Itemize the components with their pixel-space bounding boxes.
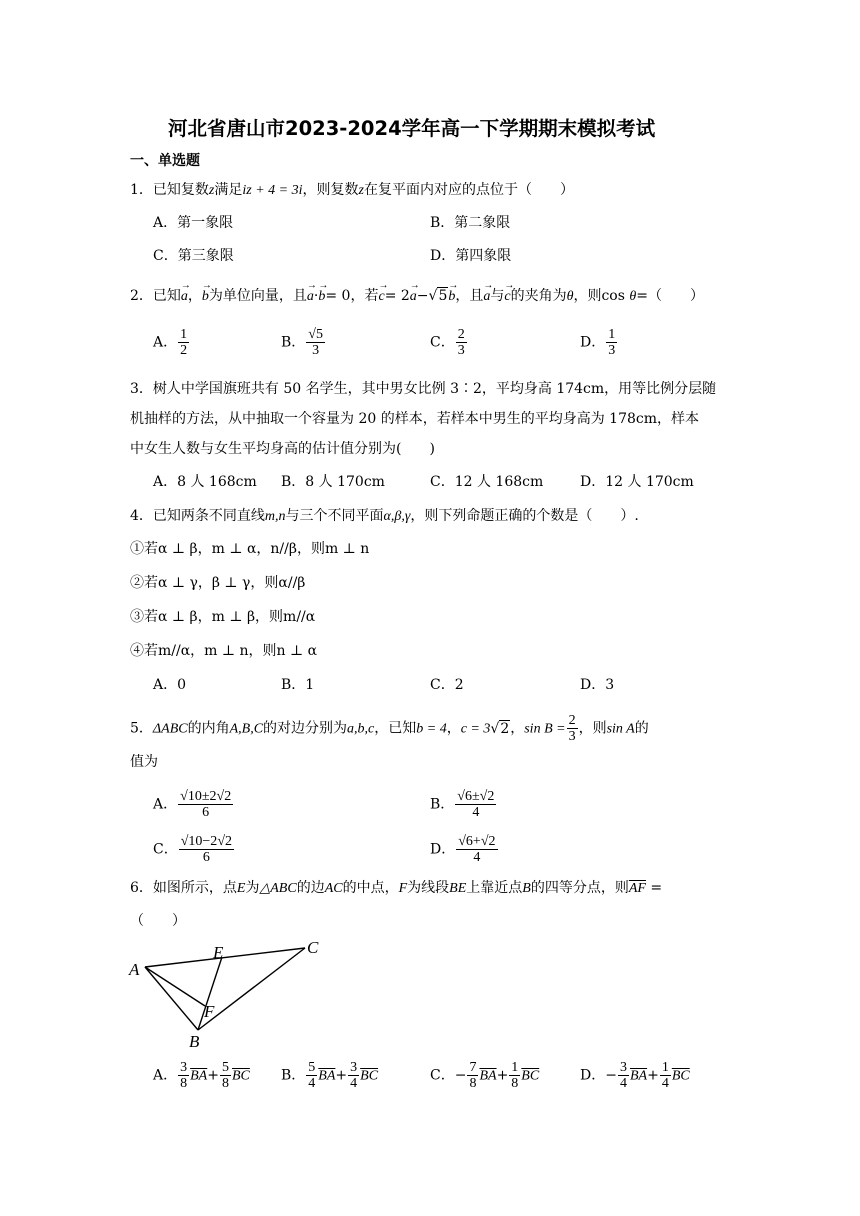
q4-statement-3: ③若α ⊥ β，m ⊥ β，则m//α [130,609,316,625]
q5-option-d[interactable]: D． $\frac{√6+√2}{4}$ [430,834,496,865]
q4-statement-2: ②若α ⊥ γ，β ⊥ γ，则α//β [130,575,306,591]
question-1-stem: 1．已知复数z满足iz + 4 = 3i，则复数z在复平面内对应的点位于（ ） [130,182,574,198]
page-title: 河北省唐山市2023-2024学年高一下学期期末模拟考试 [168,117,656,140]
section-heading: 一、单选题 [130,153,200,169]
q6-option-c[interactable]: C．− $\frac{7}{8}$ $\overline{BA}+$ $\frac{1}{8}$ $\overline{BC}$ [430,1060,540,1091]
question-2-stem: 2．已知→ a，→ b为单位向量，且→ a·→ b= 0，若→ c= 2→ a−√5→ b，且→ a与→ c的夹角为θ，则cos θ=（ ） [130,286,704,307]
q2-option-d[interactable]: D． $\frac{1}{3}$ [580,327,616,358]
segment-af [145,967,205,1006]
q4-option-b[interactable]: B．1 [281,677,315,693]
q3-option-d[interactable]: D．12 人 170cm [580,474,694,490]
q6-option-d[interactable]: D．− $\frac{3}{4}$ $\overline{BA}+$ $\frac{1}{4}$ $\overline{BC}$ [580,1060,690,1091]
triangle-figure [125,935,335,1050]
label-a: A [129,960,140,979]
q4-option-a[interactable]: A．0 [153,677,187,693]
question-4-stem: 4．已知两条不同直线m,n与三个不同平面α,β,γ，则下列命题正确的个数是（ ）. [130,508,639,524]
q1-option-a[interactable]: A．第一象限 [153,215,234,231]
segment-ab [145,967,198,1030]
q5-option-a[interactable]: A． $\frac{√10\pm 2√2}{6}$ [153,789,232,820]
label-b: B [189,1032,200,1050]
question-5-stem: 5．ΔABC的内角A,B,C的对边分别为a,b,c，已知b = 4，c = 3√2，sin B = $\frac{2}{3}$ ，则sin A的 [130,713,649,744]
q3-option-a[interactable]: A．8 人 168cm [153,474,257,490]
q6-option-a[interactable]: A． $\frac{3}{8}$ $\overline{BA}+$ $\frac{5}{8}$ $\overline{BC}$ [153,1060,250,1091]
q4-option-c[interactable]: C．2 [430,677,464,693]
q4-option-d[interactable]: D．3 [580,677,615,693]
q1-option-b[interactable]: B．第二象限 [430,215,511,231]
q2-option-a[interactable]: A． $\frac{1}{2}$ [153,327,188,358]
question-3-line-3: 中女生人数与女生平均身高的估计值分别为( ) [130,441,435,457]
label-f: F [204,1002,215,1021]
question-3-line-1: 3．树人中学国旗班共有 50 名学生，其中男女比例 3∶2，平均身高 174cm，用等比例分层随 [130,381,717,397]
q4-statement-4: ④若m//α，m ⊥ n，则n ⊥ α [130,643,318,659]
label-c: C [307,938,319,957]
q3-option-b[interactable]: B．8 人 170cm [281,474,385,490]
q5-option-b[interactable]: B． $\frac{√6\pm√2}{4}$ [430,789,495,820]
q3-option-c[interactable]: C．12 人 168cm [430,474,544,490]
q2-option-b[interactable]: B． $\frac{√5}{3}$ [281,327,323,358]
q4-statement-1: ①若α ⊥ β，m ⊥ α，n//β，则m ⊥ n [130,541,370,557]
label-e: E [213,943,224,962]
question-5-line-2: 值为 [130,754,158,770]
question-6-stem: 6．如图所示，点E为△ABC的边AC的中点，F为线段BE上靠近点B的四等分点，则$\overline{AF}$ = [130,880,663,896]
question-6-line-2: （ ） [130,913,186,929]
q5-option-c[interactable]: C． $\frac{√10-2√2}{6}$ [153,834,232,865]
q2-option-c[interactable]: C． $\frac{2}{3}$ [430,327,465,358]
q1-option-c[interactable]: C．第三象限 [153,248,234,264]
question-3-line-2: 机抽样的方法，从中抽取一个容量为 20 的样本，若样本中男生的平均身高为 178cm，样本 [130,411,700,427]
q1-option-d[interactable]: D．第四象限 [430,248,512,264]
q6-option-b[interactable]: B． $\frac{5}{4}$ $\overline{BA}+$ $\frac{3}{4}$ $\overline{BC}$ [281,1060,379,1091]
segment-ac [145,948,305,967]
